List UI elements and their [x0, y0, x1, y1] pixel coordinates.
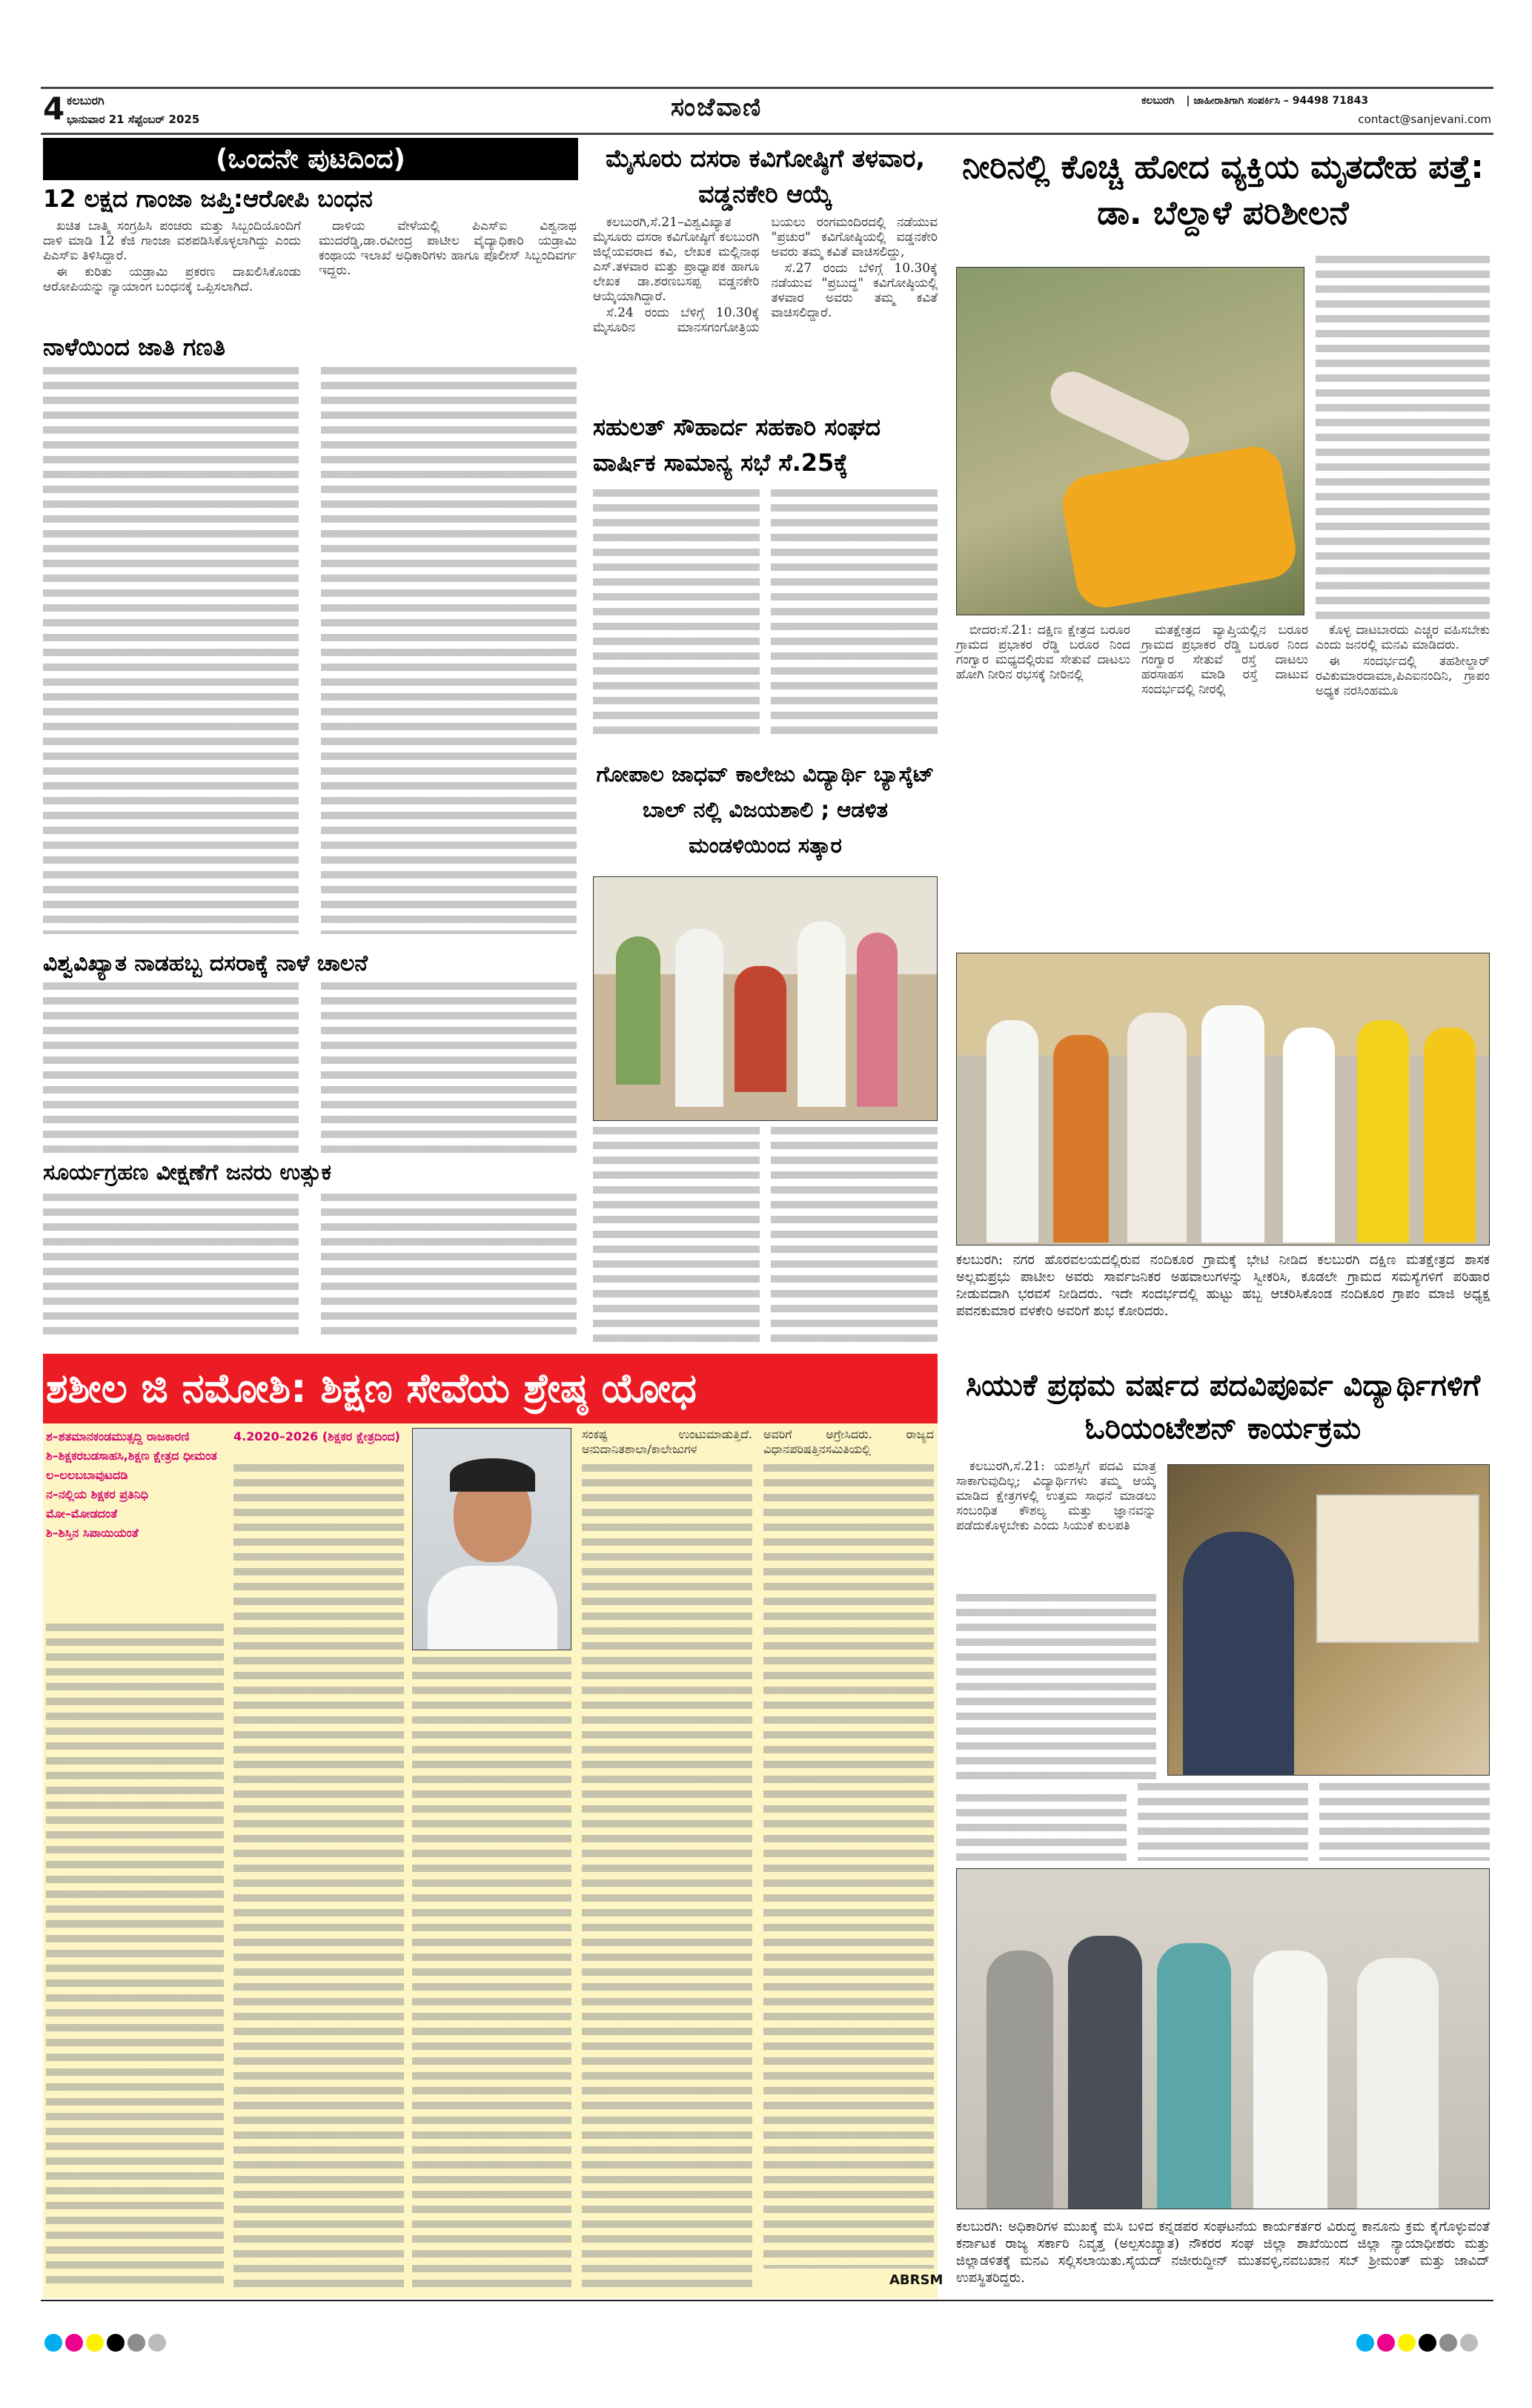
headline-dasara: ವಿಶ್ವವಿಖ್ಯಾತ ನಾಡಹಬ್ಬ ದಸರಾಕ್ಕೆ ನಾಳೆ ಚಾಲನೆ [43, 950, 368, 976]
article-cuk-col3 [1138, 1783, 1308, 1861]
article-mysuru-poets [593, 215, 938, 393]
person-figure [1283, 1028, 1335, 1243]
article-sahulat-col2 [771, 489, 938, 741]
speaker-figure [1183, 1532, 1294, 1776]
registration-dot [107, 2334, 125, 2352]
registration-dot [1398, 2334, 1416, 2352]
photo-cuk-speaker [1167, 1464, 1490, 1776]
registration-dot [44, 2334, 62, 2352]
person-figure [1357, 1020, 1409, 1243]
article-drowned-col3 [1316, 623, 1490, 949]
headline-ganja-seizure: 12 ಲಕ್ಷದ ಗಾಂಜಾ ಜಪ್ತಿ:ಆರೋಪಿ ಬಂಧನ [43, 185, 373, 213]
masthead-logo [671, 93, 762, 122]
feature-col3-text [412, 1657, 571, 2291]
article-cuk-col1-cont [956, 1594, 1156, 1787]
printer-color-marks-left [44, 2334, 169, 2355]
photo-retired-employees-memo [956, 1868, 1490, 2209]
header-contact [1141, 95, 1368, 107]
registration-dot [1377, 2334, 1395, 2352]
projector-screen [1316, 1495, 1479, 1643]
rescue-boat [1058, 442, 1301, 612]
registration-dot [1460, 2334, 1478, 2352]
footer-rule [41, 2300, 1493, 2301]
right-edition: ಕಲಬುರಗಿ [1141, 95, 1175, 107]
article-sahulat-col1 [593, 489, 760, 741]
paragraph: ಕಲಬುರಗಿ,ಸೆ.21: ಯಶಸ್ಸಿಗೆ ಪದವಿ ಮಾತ್ರ ಸಾಕಾಗುವುದಿಲ್ಲ; ವಿದ್ಯಾರ್ಥಿಗಳು ತಮ್ಮ ಆಯ್ಕೆ ಮಾಡಿದ ಕ್ಷೇತ್ರಗಳಲ್ಲಿ ಉತ್ತಮ ಸಾಧನೆ ಮಾಡಲು ಸಂಬಂಧಿತ ಕೌಶಲ್ಯ ಮತ್ತು ಜ್ಞಾನವನ್ನು ಪಡೆದುಕೊಳ್ಳಬೇಕು ಎಂದು ಸಿಯುಕೆ ಕುಲಪತಿ [956, 1459, 1156, 1533]
portrait-shashil-namoshi [412, 1428, 571, 1650]
article-basketball-col2 [771, 1127, 938, 1342]
article-basketball-col1 [593, 1127, 760, 1342]
person-figure [616, 936, 660, 1085]
person-figure [1157, 1943, 1231, 2209]
registration-dot [127, 2334, 145, 2352]
feature-career-list [233, 1429, 404, 1449]
feature-col4-lead: ಸಂಕಷ್ಟ ಉಂಟುಮಾಡುತ್ತಿದೆ. ಅನುದಾನಿತಶಾಲಾ/ಕಾಲೇಜುಗಳ [582, 1427, 752, 1456]
ad-contact: | ಜಾಹೀರಾತಿಗಾಗಿ ಸಂಪರ್ಕಿಸಿ – 94498 71843 [1186, 95, 1369, 107]
person-figure [797, 922, 846, 1107]
person-figure [1053, 1035, 1109, 1243]
feature-col5-lead: ಅವರಿಗೆ ಅಗ್ರೇಸಿದರು. ರಾಜ್ಯದ ವಿಧಾನಪರಿಷತ್ತಿನಸಮಿತಿಯಲ್ಲಿ [763, 1427, 934, 1456]
article-drowned-col1 [956, 623, 1130, 949]
registration-dot [86, 2334, 104, 2352]
list-item: ಶಿ–ಶಿಸ್ತಿನ ಸಿಪಾಯಿಯಂತೆ [46, 1526, 139, 1540]
headline-mysuru-poets: ಮೈಸೂರು ದಸರಾ ಕವಿಗೋಷ್ಠಿಗೆ ತಳವಾರ, ವಡ್ಡನಕೇರಿ ಆಯ್ಕೆ [606, 144, 925, 208]
person-figure [986, 1951, 1053, 2209]
feature-acrostic-list [46, 1429, 224, 1545]
paragraph: ದಾಳಿಯ ವೇಳೆಯಲ್ಲಿ ಪಿಎಸ್ಐ ವಿಶ್ವನಾಥ ಮುದರೆಡ್ಡಿ,ಡಾ.ರವೀಂದ್ರ ಪಾಟೀಲ ವೈದ್ಯಾಧಿಕಾರಿ ಯಡ್ರಾಮಿ ಕಂಥಾಯ ಇಲಾಖೆ ಅಧಿಕಾರಿಗಳು ಹಾಗೂ ಪೊಲೀಸ್ ಸಿಬ್ಬಂದಿವರ್ಗ ಇದ್ದರು. [319, 219, 577, 278]
person-figure [1068, 1936, 1142, 2209]
list-item: 4.2020–2026 (ಶಿಕ್ಷಕರ ಕ್ಷೇತ್ರದಿಂದ) [233, 1429, 400, 1443]
person-figure [1357, 1958, 1439, 2209]
body-figure [1044, 365, 1197, 468]
person-figure [1201, 1005, 1264, 1243]
list-item: ಮೋ–ಮೋಡದಂತೆ [46, 1506, 118, 1521]
contact-email[interactable]: contact@sanjevani.com [1358, 113, 1491, 126]
paragraph: ಖಚಿತ ಬಾತ್ಮಿ ಸಂಗ್ರಹಿಸಿ ಪಂಚರು ಮತ್ತು ಸಿಬ್ಬಂದಿಯೊಂದಿಗೆ ದಾಳಿ ಮಾಡಿ 12 ಕೆಜಿ ಗಾಂಜಾ ವಶಪಡಿಸಿಕೊಳ್ಳಲಾಗಿದ್ದು ಎಂದು ಪಿಎಸ್ಐ ತಿಳಿಸಿದ್ದಾರೆ. [43, 219, 301, 263]
header-top-rule [41, 87, 1493, 89]
continued-banner: (ಒಂದನೇ ಪುಟದಿಂದ) [43, 138, 578, 180]
article-dasara-col2 [321, 982, 577, 1153]
paragraph: ಕಲಬುರಗಿ,ಸೆ.21–ವಿಶ್ವವಿಖ್ಯಾತ ಮೈಸೂರು ದಸರಾ ಕವಿಗೋಷ್ಠಿಗೆ ಕಲಬುರಗಿ ಜಿಲ್ಲೆಯವರಾದ ಕವಿ, ಲೇಖಕ ಮಲ್ಲಿನಾಥ ಎಸ್.ತಳವಾರ ಮತ್ತು ಪ್ರಾಧ್ಯಾಪಕ ಹಾಗೂ ಲೇಖಕ ಡಾ.ಶರಣಬಸಪ್ಪ ವಡ್ಡನಕೇರಿ ಆಯ್ಕೆಯಾಗಿದ್ದಾರೆ. [593, 215, 760, 304]
person-figure [1424, 1028, 1476, 1243]
person-figure [857, 933, 898, 1107]
article-caste-census-col1 [43, 367, 299, 934]
article-cuk-col2 [956, 1794, 1127, 1861]
photo-rescue-scene [956, 267, 1304, 615]
feature-col2-text [233, 1464, 404, 2291]
paragraph: ಈ ಸಂದರ್ಭದಲ್ಲಿ ತಹಶೀಲ್ದಾರ್ ರವಿಕುಮಾರದಾಮಾ,ಪಿಎಐನಂದಿನಿ, ಗ್ರಾಪಂ ಅಧ್ಯಕ ನರಸಿಂಹಮೂ [1316, 654, 1490, 698]
article-dasara-col1 [43, 982, 299, 1153]
paragraph: ಸೆ.24 ರಂದು ಬೆಳಿಗ್ಗೆ 10.30ಕ್ಕೆ ಮೈಸೂರಿನ ಮಾನಸಗಂಗೋತ್ರಿಯ ಬಯಲು ರಂಗಮಂದಿರದಲ್ಲಿ ನಡೆಯುವ "ಪ್ರಚುರ" ಕವಿಗೋಷ್ಠಿಯಲ್ಲಿ ವಡ್ಡನಕೇರಿ ಅವರು ತಮ್ಮ ಕವಿತೆ ವಾಚಿಸಲಿದ್ದು, [593, 215, 938, 335]
article-drowned-side [1316, 256, 1490, 619]
registration-dot [1356, 2334, 1374, 2352]
feature-headline-banner: ಶಶೀಲ ಜಿ ನಮೋಶಿ: ಶಿಕ್ಷಣ ಸೇವೆಯ ಶ್ರೇಷ್ಠ ಯೋಧ [43, 1354, 938, 1423]
photo-basketball-felicitation [593, 876, 938, 1121]
person-figure [1127, 1013, 1187, 1243]
caption-village-visit: ಕಲಬುರಗಿ: ನಗರ ಹೊರವಲಯದಲ್ಲಿರುವ ನಂದಿಕೂರ ಗ್ರಾಮಕ್ಕೆ ಭೇಟಿ ನೀಡಿದ ಕಲಬುರಗಿ ದಕ್ಷಿಣ ಮತಕ್ಷೇತ್ರದ ಶಾಸಕ ಅಲ್ಲಮಪ್ರಭು ಪಾಟೀಲ ಅವರು ಸಾರ್ವಜನಿಕರ ಅಹವಾಲುಗಳನ್ನು ಸ್ವೀಕರಿಸಿ, ಕೂಡಲೇ ಗ್ರಾಮದ ಸಮಸ್ಯೆಗಳಿಗೆ ಪರಿಹಾರ ನೀಡುವದಾಗಿ ಭರವಸೆ ನೀಡಿದರು. ಇದೇ ಸಂದರ್ಭದಲ್ಲಿ ಹುಟ್ಟು ಹಬ್ಬ ಆಚರಿಸಿಕೊಂಡ ನಂದಿಕೂರ ಗ್ರಾಪಂ ಮಾಜಿ ಅಧ್ಯಕ್ಷ ಪವನಕುಮಾರ ವಳಕೇರಿ ಅವರಿಗೆ ಶುಭ ಕೋರಿದರು. [956, 1252, 1490, 1319]
feature-signoff: ABRSM [889, 2272, 944, 2288]
list-item: ನ–ನಲ್ಲಿಯ ಶಿಕ್ಷಕರ ಪ್ರತಿನಿಧಿ [46, 1487, 148, 1501]
registration-dot [148, 2334, 166, 2352]
paragraph: ಕೊಳ್ಳ ದಾಟಬಾರದು ಎಚ್ಚರ ವಹಿಸಬೇಕು ಎಂದು ಜನರಲ್ಲಿ ಮನವಿ ಮಾಡಿದರು. [1316, 623, 1490, 652]
registration-dot [1439, 2334, 1457, 2352]
article-drowned-col2 [1141, 623, 1308, 949]
registration-dot [65, 2334, 83, 2352]
article-eclipse-col2 [321, 1194, 577, 1342]
headline-basketball: ಗೋಪಾಲ ಜಾಧವ್ ಕಾಲೇಜು ವಿದ್ಯಾರ್ಥಿ ಬ್ಯಾಸ್ಕೆಟ್ ಬಾಲ್ ನಲ್ಲಿ ವಿಜಯಶಾಲಿ ; ಆಡಳಿತ ಮಂಡಳಿಯಿಂದ ಸತ್ಕಾರ [596, 761, 935, 858]
headline-solar-eclipse: ಸೂರ್ಯಗ್ರಹಣ ವೀಕ್ಷಣೆಗೆ ಜನರು ಉತ್ಸುಕ [43, 1160, 331, 1185]
paragraph: ಮತಕ್ಷೇತ್ರದ ವ್ಯಾಪ್ತಿಯಲ್ಲಿನ ಬರೂರ ಗ್ರಾಮದ ಪ್ರಭಾಕರ ರೆಡ್ಡಿ ಬರೂರ ನಿಂದ ಗಂಗ್ವಾರ ಸೇತುವೆ ರಸ್ತೆ ದಾಟಲು ಹರಸಾಹಸ ಮಾಡಿ ರಸ್ತೆ ದಾಟುವ ಸಂದರ್ಭದಲ್ಲಿ ನೀರಲ್ಲಿ [1141, 623, 1308, 697]
paragraph: ಬೀದರ:ಸೆ.21: ದಕ್ಷಿಣ ಕ್ಷೇತ್ರದ ಬರೂರ ಗ್ರಾಮದ ಪ್ರಭಾಕರ ರೆಡ್ಡಿ ಬರೂರ ನಿಂದ ಗಂಗ್ವಾರ ಮಧ್ಯದಲ್ಲಿರುವ ಸೇತುವೆ ದಾಟಲು ಹೋಗಿ ನೀರಿನ ರಭಸಕ್ಕೆ ನೀರಿನಲ್ಲಿ [956, 623, 1130, 682]
printer-color-marks-right [1356, 2334, 1481, 2355]
headline-caste-census: ನಾಳೆಯಿಂದ ಜಾತಿ ಗಣತಿ [43, 333, 225, 361]
list-item: ಲ–ಲಲಬಬಾವುಟದಡಿ [46, 1468, 128, 1482]
feature-col4-text [582, 1464, 752, 2291]
registration-dot [1419, 2334, 1436, 2352]
photo-mla-village-visit [956, 953, 1490, 1246]
feature-col5-text [763, 1464, 934, 2269]
list-item: ಶ–ಶತಮಾನಕಂಡಮುತ್ಸದ್ದಿ ರಾಜಕಾರಣಿ [46, 1429, 190, 1443]
shirt [428, 1566, 557, 1650]
article-caste-census-col2 [321, 367, 577, 934]
hair [450, 1458, 535, 1492]
caption-retired-employees: ಕಲಬುರಗಿ: ಅಧಿಕಾರಿಗಳ ಮುಖಕ್ಕೆ ಮಸಿ ಬಳಿದ ಕನ್ನಡಪರ ಸಂಘಟನೆಯ ಕಾರ್ಯಕರ್ತರ ವಿರುದ್ಧ ಕಾನೂನು ಕ್ರಮ ಕೈಗೊಳ್ಳುವಂತೆ ಕರ್ನಾಟಕ ರಾಜ್ಯ ಸರ್ಕಾರಿ ನಿವೃತ್ತ (ಅಲ್ಪಸಂಖ್ಯಾತ) ನೌಕರರ ಸಂಘ ಜಿಲ್ಲಾ ಶಾಖೆಯಿಂದ ಜಿಲ್ಲಾ ನ್ಯಾಯಾಧೀಶರು ಮತ್ತು ಜಿಲ್ಲಾಡಳಿತಕ್ಕೆ ಮನವಿ ಸಲ್ಲಿಸಲಾಯಿತು.ಸೈಯದ್ ನಜೀರುದ್ದೀನ್ ಮುತವಳ್ಳಿ,ನವಬಖಾನ ಸಬ್ ಶ್ರೀಮಂತ್ ಮತ್ತು ಜಾವಿದ್ ಉಪಸ್ಥಿತರಿದ್ದರು. [956, 2219, 1490, 2286]
issue-date: ಭಾನುವಾರ 21 ಸೆಪ್ಟೆಂಬರ್ 2025 [67, 113, 200, 126]
headline-sahulat-meeting: ಸಹುಲತ್ ಸೌಹಾರ್ದ ಸಹಕಾರಿ ಸಂಘದ ವಾರ್ಷಿಕ ಸಾಮಾನ್ಯ ಸಭೆ ಸೆ.25ಕ್ಕೆ [593, 413, 881, 477]
edition: ಕಲಬುರಗಿ [67, 93, 105, 108]
logo-text: ಸಂಜೆವಾಣಿ [671, 93, 763, 122]
paragraph: ಸೆ.27 ರಂದು ಬೆಳಿಗ್ಗೆ 10.30ಕ್ಕೆ ನಡೆಯುವ "ಪ್ರಬುದ್ಧ" ಕವಿಗೋಷ್ಠಿಯಲ್ಲಿ ತಳವಾರ ಅವರು ತಮ್ಮ ಕವಿತೆ ವಾಚಿಸಲಿದ್ದಾರೆ. [771, 261, 938, 320]
article-eclipse-col1 [43, 1194, 299, 1342]
headline-cuk-orientation: ಸಿಯುಕೆ ಪ್ರಥಮ ವರ್ಷದ ಪದವಿಪೂರ್ವ ವಿದ್ಯಾರ್ಥಿಗಳಿಗೆ ಓರಿಯಂಟೇಶನ್ ಕಾರ್ಯಕ್ರಮ [965, 1369, 1481, 1446]
headline-drowned-body: ನೀರಿನಲ್ಲಿ ಕೊಚ್ಚಿ ಹೋದ ವ್ಯಕ್ತಿಯ ಮೃತದೇಹ ಪತ್ತೆ: ಡಾ. ಬೆಲ್ದಾಳೆ ಪರಿಶೀಲನೆ [962, 148, 1484, 232]
person-figure [675, 929, 723, 1107]
page-number: 4 [43, 90, 65, 127]
paragraph: ಈ ಕುರಿತು ಯಡ್ರಾಮಿ ಪ್ರಕರಣ ದಾಖಲಿಸಿಕೊಂಡು ಆರೋಪಿಯನ್ನು ನ್ಯಾಯಾಂಗ ಬಂಧನಕ್ಕೆ ಒಪ್ಪಿಸಲಾಗಿದೆ. [43, 265, 301, 294]
person-figure [986, 1020, 1038, 1243]
person-figure [1253, 1951, 1327, 2209]
article-cuk-col4 [1319, 1783, 1490, 1861]
list-item: ಶಿ–ಶಿಕ್ಷಕರಬಡಸಾಹಸಿ,ಶಿಕ್ಷಣ ಕ್ಷೇತ್ರದ ಧೀಮಂತ [46, 1449, 217, 1463]
feature-col1-text [46, 1624, 224, 2291]
person-figure [735, 966, 786, 1092]
header-bottom-rule [41, 133, 1493, 135]
article-ganja-seizure [43, 219, 577, 330]
